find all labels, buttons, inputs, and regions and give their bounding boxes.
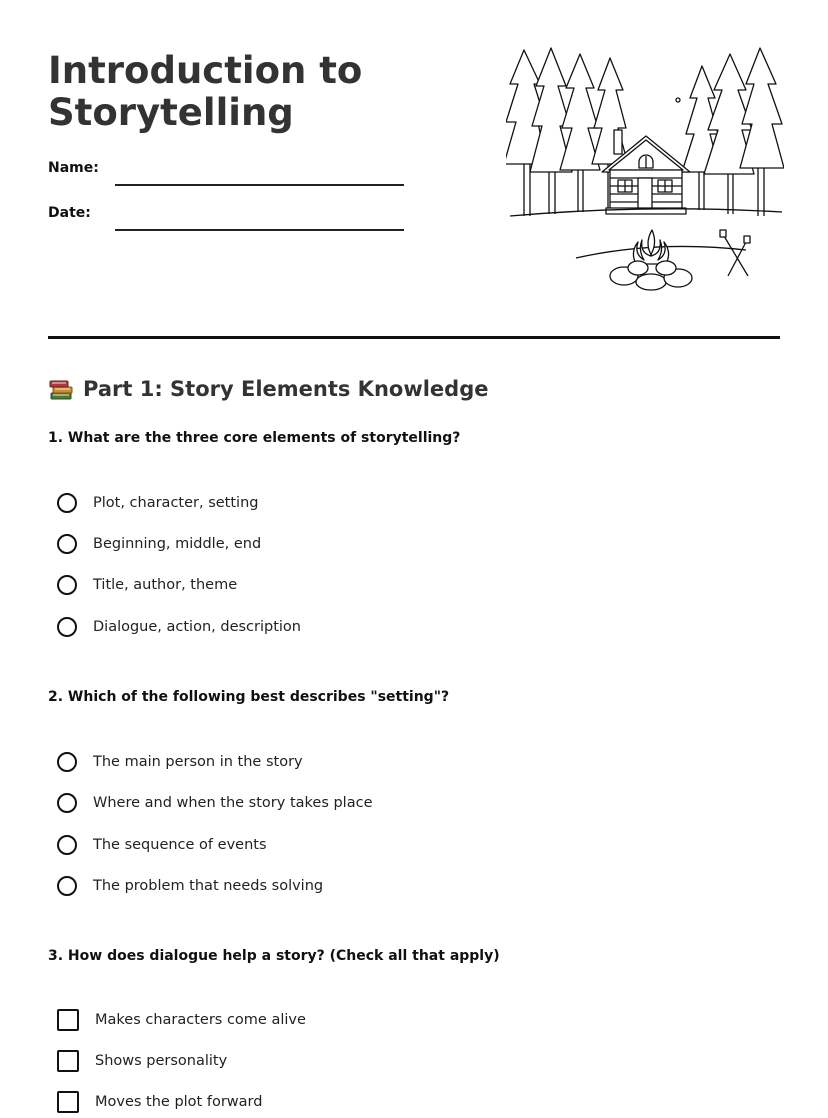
q1-option-1[interactable] xyxy=(57,490,258,516)
radio-button[interactable] xyxy=(57,793,77,813)
option-label: Title, author, theme xyxy=(93,577,238,593)
forest-cabin-campfire-illustration xyxy=(506,44,784,294)
q1-option-2[interactable] xyxy=(57,531,261,557)
option-label: Plot, character, setting xyxy=(93,495,259,511)
checkbox[interactable] xyxy=(57,1091,79,1113)
q3-option-1[interactable] xyxy=(57,1007,306,1033)
option-label: Where and when the story takes place xyxy=(93,795,373,811)
option-label: Beginning, middle, end xyxy=(93,536,262,552)
q2-option-3[interactable] xyxy=(57,832,267,858)
q2-option-2[interactable] xyxy=(57,790,373,816)
option-label: Makes characters come alive xyxy=(95,1012,306,1028)
date-line[interactable] xyxy=(115,229,404,231)
checkbox[interactable] xyxy=(57,1009,79,1031)
name-line[interactable] xyxy=(115,184,404,186)
radio-button[interactable] xyxy=(57,876,77,896)
worksheet-title xyxy=(48,50,468,134)
q3-option-2[interactable] xyxy=(57,1048,227,1074)
q2-option-1[interactable] xyxy=(57,749,303,775)
option-label: Moves the plot forward xyxy=(95,1094,263,1110)
option-label: The problem that needs solving xyxy=(93,878,324,894)
name-label: Name: xyxy=(48,160,99,176)
books-icon xyxy=(48,376,74,402)
campfire xyxy=(610,230,692,290)
cabin xyxy=(602,130,690,214)
option-label: Dialogue, action, description xyxy=(93,619,301,635)
radio-button[interactable] xyxy=(57,534,77,554)
title-line-2: Storytelling xyxy=(48,91,294,134)
option-label: Shows personality xyxy=(95,1053,228,1069)
radio-button[interactable] xyxy=(57,493,77,513)
marshmallow-sticks xyxy=(720,230,750,276)
date-label: Date: xyxy=(48,205,91,221)
q1-option-3[interactable] xyxy=(57,572,237,598)
q1-option-4[interactable] xyxy=(57,614,301,640)
option-label: The main person in the story xyxy=(93,754,303,770)
option-label: The sequence of events xyxy=(93,837,267,853)
question-2: 2. Which of the following best describes "setting"? xyxy=(48,689,450,705)
title-line-1: Introduction to xyxy=(48,49,363,92)
q3-option-3[interactable] xyxy=(57,1089,262,1115)
right-trees xyxy=(682,48,784,216)
name-field xyxy=(48,160,408,190)
header-divider xyxy=(48,336,780,339)
radio-button[interactable] xyxy=(57,835,77,855)
date-field xyxy=(48,205,408,235)
q2-option-4[interactable] xyxy=(57,873,323,899)
part1-heading xyxy=(48,374,488,404)
radio-button[interactable] xyxy=(57,575,77,595)
checkbox[interactable] xyxy=(57,1050,79,1072)
question-1: 1. What are the three core elements of storytelling? xyxy=(48,430,461,446)
part1-title: Part 1: Story Elements Knowledge xyxy=(83,377,489,401)
radio-button[interactable] xyxy=(57,752,77,772)
radio-button[interactable] xyxy=(57,617,77,637)
question-3: 3. How does dialogue help a story? (Check all that apply) xyxy=(48,948,500,964)
